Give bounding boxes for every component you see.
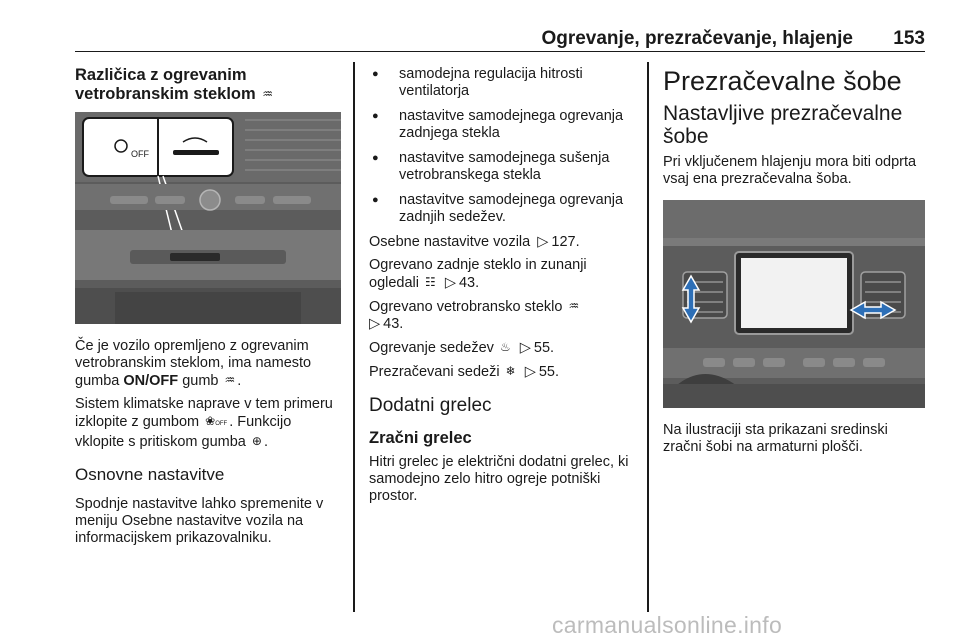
subheading: Zračni grelec bbox=[369, 429, 472, 447]
page-header bbox=[75, 25, 925, 52]
list-item: ● nastavitve samodejnega ogrevanja zadnjega stekla bbox=[369, 108, 639, 142]
reference-arrow-icon: ▷ bbox=[369, 316, 381, 332]
section-heading: Dodatni grelec bbox=[369, 395, 492, 416]
subheading: Osnovne nastavitve bbox=[75, 465, 225, 484]
heading-text: Različica z ogrevanim vetrobranskim steklom bbox=[75, 66, 256, 103]
on-off-label: ON/OFF bbox=[123, 373, 179, 389]
column-right bbox=[663, 66, 927, 456]
reference-text: Ogrevano vetrobransko steklo bbox=[369, 299, 563, 315]
section-heading: Prezračevalne šobe bbox=[663, 66, 902, 96]
reference-arrow-icon: ▷ bbox=[537, 234, 549, 250]
reference-text: Osebne nastavitve vozila bbox=[369, 234, 531, 250]
section-heading bbox=[75, 66, 341, 104]
column-middle bbox=[369, 66, 639, 505]
paragraph: Pri vključenem hlajenju mora biti odprta vsaj ena prezračevalna šoba. bbox=[663, 154, 917, 187]
figure-caption: Na ilustraciji sta prikazani sredinski zračni šobi na armaturni plošči. bbox=[663, 422, 888, 455]
panel-off-label: OFF bbox=[131, 149, 149, 159]
paragraph-text: Če je vozilo opremljeno z ogrevanim vetrobranskim steklom, ima namesto gumba bbox=[75, 338, 312, 389]
watermark: carmanualsonline.info bbox=[552, 612, 783, 638]
cross-reference bbox=[369, 234, 639, 251]
fan-off-icon bbox=[205, 413, 227, 433]
list-item: ● nastavitve samodejnega ogrevanja zadnjih sedežev. bbox=[369, 192, 639, 226]
cross-reference bbox=[369, 298, 639, 333]
reference-page: 127. bbox=[551, 234, 580, 250]
reference-page: 55. bbox=[538, 364, 560, 380]
paragraph bbox=[75, 396, 341, 451]
paragraph: Spodnje nastavitve lahko spremenite v meniju Osebne nastavitve vozila na informacijskem prikazovalniku. bbox=[75, 496, 324, 546]
reference-page: 43. bbox=[458, 275, 480, 291]
cross-reference bbox=[369, 257, 639, 292]
reference-page: 43. bbox=[383, 316, 404, 332]
fan-icon: ⊕ bbox=[251, 434, 262, 448]
seat-vent-icon: ❄ bbox=[505, 364, 516, 378]
column-divider bbox=[647, 62, 649, 612]
climate-panel-illustration bbox=[75, 112, 341, 324]
paragraph bbox=[75, 338, 341, 390]
air-vents-illustration bbox=[663, 200, 925, 408]
cross-reference bbox=[369, 363, 639, 381]
paragraph-text: . Funkcijo vklopite s pritiskom gumba bbox=[75, 414, 292, 450]
rear-window-heat-icon: ☷ bbox=[425, 275, 436, 289]
page-title: Ogrevanje, prezračevanje, hlajenje bbox=[541, 28, 853, 49]
list-item: ● nastavitve samodejnega sušenja vetrobranskega stekla bbox=[369, 150, 639, 184]
cross-reference bbox=[369, 339, 639, 357]
column-divider bbox=[353, 62, 355, 612]
paragraph-text: Sistem klimatske naprave v tem primeru izklopite z gumbom bbox=[75, 396, 333, 430]
reference-text: Ogrevano zadnje steklo in zunanji ogledali bbox=[369, 257, 587, 291]
fan-off-suffix: OFF bbox=[215, 421, 228, 427]
column-left bbox=[75, 66, 341, 547]
reference-arrow-icon: ▷ bbox=[519, 340, 531, 356]
paragraph: Hitri grelec je električni dodatni grelec, ki samodejno zelo hitro ogreje potniški prostor. bbox=[369, 454, 629, 504]
fan-off-glyph: ❀ bbox=[205, 414, 216, 428]
paragraph-text: . bbox=[263, 434, 268, 450]
reference-text: Ogrevanje sedežev bbox=[369, 340, 494, 356]
reference-text: Prezračevani sedeži bbox=[369, 364, 500, 380]
reference-page: 55. bbox=[533, 340, 555, 356]
windshield-heat-icon: ♒ bbox=[262, 87, 274, 101]
page-number: 153 bbox=[893, 28, 925, 49]
list-item: ● samodejna regulacija hitrosti ventilatorja bbox=[369, 66, 639, 100]
reference-arrow-icon: ▷ bbox=[524, 364, 536, 380]
settings-list bbox=[369, 66, 639, 226]
paragraph-text: gumb bbox=[182, 373, 219, 389]
paragraph-text: . bbox=[237, 373, 242, 389]
subheading: Nastavljive prezračevalne šobe bbox=[663, 102, 903, 148]
windshield-heat-icon: ♒ bbox=[568, 299, 580, 313]
windshield-heat-icon: ♒ bbox=[224, 373, 236, 387]
reference-arrow-icon: ▷ bbox=[444, 275, 456, 291]
seat-heat-icon: ♨ bbox=[499, 340, 511, 354]
